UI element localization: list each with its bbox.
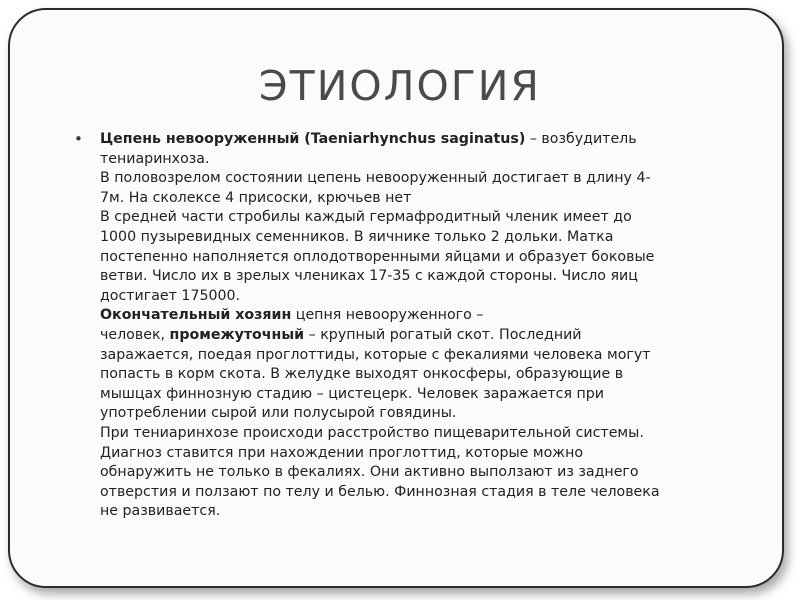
text-line	[100, 463, 747, 483]
text-run: не развивается.	[100, 503, 221, 520]
text-line	[100, 502, 747, 522]
text-line	[100, 150, 747, 170]
text-line	[100, 208, 747, 228]
text-run: ветви. Число их в зрелых члениках 17-35 с каждой стороны. Число яиц	[100, 268, 638, 285]
text-line	[100, 248, 747, 268]
text-run: – крупный рогатый скот. Последний	[304, 326, 582, 343]
text-run: попасть в корм скота. В желудке выходят онкосферы, образующие в	[100, 366, 624, 383]
text-run: достигает 175000.	[100, 287, 241, 304]
text-run: В половозрелом состоянии цепень невооруженный достигает в длину 4-	[100, 170, 651, 187]
text-line	[100, 267, 747, 287]
text-line	[100, 287, 747, 307]
text-run: – возбудитель	[525, 131, 637, 147]
text-run: 1000 пузыревидных семенников. В яичнике только 2 дольки. Матка	[100, 228, 614, 245]
slide-title: ЭТИОЛОГИЯ	[259, 62, 541, 110]
text-run: 7м. На сколексе 4 присоски, крючьев нет	[100, 189, 412, 206]
text-line	[100, 385, 747, 405]
text-line	[100, 130, 747, 150]
text-run: употреблении сырой или полусырой говядины.	[100, 405, 457, 422]
text-run: Диагноз ставится при нахождении проглоттид, которые можно	[100, 444, 584, 461]
text-line	[100, 228, 747, 248]
text-run: отверстия и ползают по телу и белью. Финнозная стадия в теле человека	[100, 483, 660, 500]
bold-text-run: Цепень невооруженный (Taeniarhynchus saginatus)	[100, 131, 526, 147]
text-line	[100, 189, 747, 209]
text-run: мышцах финнозную стадию – цистецерк. Человек заражается при	[100, 385, 605, 402]
bold-text-run: промежуточный	[169, 326, 305, 343]
text-line	[100, 306, 747, 326]
text-run: В средней части стробилы каждый гермафродитный членик имеет до	[100, 209, 632, 226]
body-text	[100, 130, 747, 522]
text-run: тениаринхоза.	[100, 150, 210, 167]
text-line	[100, 169, 747, 189]
text-run: постепенно наполняется оплодотворенными яйцами и образует боковые	[100, 248, 655, 265]
text-run: обнаружить не только в фекалиях. Они активно выползают из заднего	[100, 464, 639, 481]
text-line	[100, 326, 747, 346]
text-run: человек,	[100, 326, 170, 343]
text-line	[100, 424, 747, 444]
text-line	[100, 444, 747, 464]
text-line	[100, 404, 747, 424]
text-line	[100, 483, 747, 503]
bold-text-run: Окончательный хозяин	[100, 307, 292, 324]
text-run: заражается, поедая проглоттиды, которые с фекалиями человека могут	[100, 346, 651, 363]
slide-body	[74, 130, 747, 522]
bullet-point: •	[74, 130, 83, 148]
text-run: При тениаринхозе происходи расстройство пищеварительной системы.	[100, 424, 644, 441]
text-line	[100, 346, 747, 366]
text-line	[100, 365, 747, 385]
text-run: цепня невооруженного –	[291, 307, 484, 324]
